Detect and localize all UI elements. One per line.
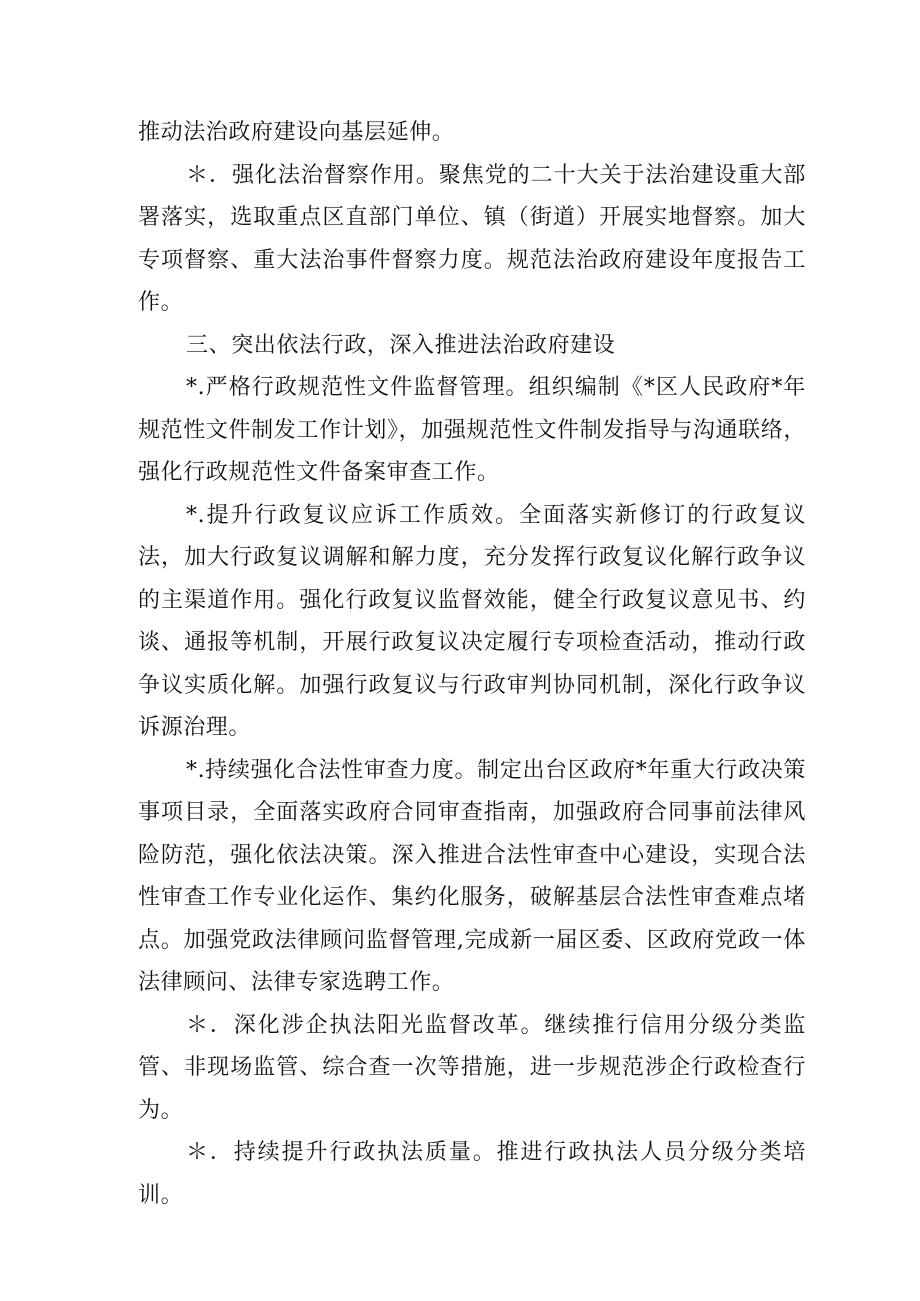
paragraph-enforcement-quality: ＊．持续提升行政执法质量。推进行政执法人员分级分类培训。 [138, 1140, 806, 1208]
section-heading-three: 三、突出依法行政，深入推进法治政府建设 [186, 332, 616, 358]
paragraph-legal-supervision: ＊．强化法治督察作用。聚焦党的二十大关于法治建设重大部署落实，选取重点区直部门单位、镇（街道）开展实地督察。加大专项督察、重大法治事件督察力度。规范法治政府建设年度报告工作。 [138, 162, 806, 315]
paragraph-normative-documents: *.严格行政规范性文件监督管理。组织编制《*区人民政府*年规范性文件制发工作计划》，加强规范性文件制发指导与沟通联络，强化行政规范性文件备案审查工作。 [138, 375, 806, 485]
paragraph-continuation: 推动法治政府建设向基层延伸。 [138, 120, 455, 145]
document-body [138, 112, 806, 1217]
paragraph-administrative-review: *.提升行政复议应诉工作质效。全面落实新修订的行政复议法，加大行政复议调解和解力度，充分发挥行政复议化解行政争议的主渠道作用。强化行政复议监督效能，健全行政复议意见书、约谈、通报等机制，开展行政复议决定履行专项检查活动，推动行政争议实质化解。加强行政复议与行政审判协同机制，深化行政争议诉源治理。 [138, 502, 806, 740]
paragraph-enterprise-enforcement: ＊．深化涉企执法阳光监督改革。继续推行信用分级分类监管、非现场监管、综合查一次等措施，进一步规范涉企行政检查行为。 [138, 1012, 806, 1123]
paragraph-legality-review: *.持续强化合法性审查力度。制定出台区政府*年重大行政决策事项目录，全面落实政府合同审查指南，加强政府合同事前法律风险防范，强化依法决策。深入推进合法性审查中心建设，实现合法性审查工作专业化运作、集约化服务，破解基层合法性审查难点堵点。加强党政法律顾问监督管理,完成新一届区委、区政府党政一体法律顾问、法律专家选聘工作。 [138, 757, 806, 995]
